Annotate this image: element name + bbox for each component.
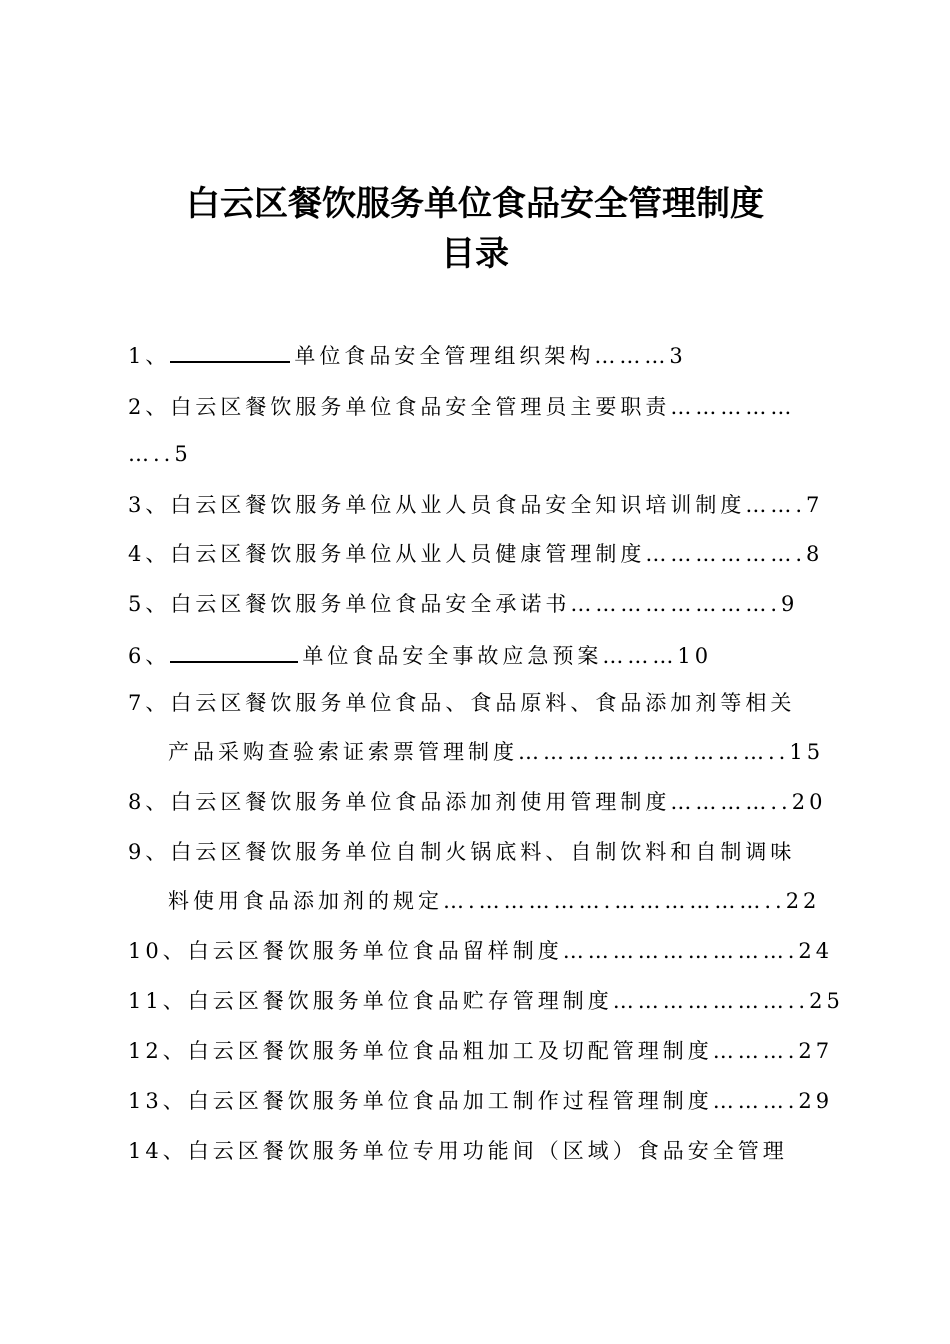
toc-entry-number: 10、 bbox=[128, 939, 188, 963]
toc-entry-number: 14、 bbox=[128, 1139, 188, 1163]
toc-entry-text: …..5 bbox=[128, 442, 192, 466]
toc-entry-text: 白云区餐饮服务单位食品安全承诺书…………………….9 bbox=[170, 592, 799, 616]
toc-entry-text: 白云区餐饮服务单位食品粗加工及切配管理制度……….27 bbox=[187, 1039, 834, 1063]
toc-entry-8 bbox=[128, 787, 826, 817]
toc-entry-text: 白云区餐饮服务单位食品添加剂使用管理制度…………..20 bbox=[170, 790, 827, 814]
toc-entry-text: 料使用食品添加剂的规定….…………….………………..22 bbox=[168, 889, 821, 913]
toc-entry-1 bbox=[128, 339, 687, 371]
toc-entry-number: 3、 bbox=[128, 493, 171, 517]
toc-entry-number: 1、 bbox=[128, 344, 171, 368]
toc-entry-10 bbox=[128, 936, 833, 966]
toc-entry-number: 4、 bbox=[128, 542, 171, 566]
toc-entry-3 bbox=[128, 490, 823, 520]
toc-entry-4 bbox=[128, 539, 823, 569]
toc-entry-text: 白云区餐饮服务单位自制火锅底料、自制饮料和自制调味 bbox=[170, 840, 796, 864]
toc-entry-number: 2、 bbox=[128, 395, 171, 419]
fill-in-blank bbox=[170, 639, 298, 663]
toc-entry-text: 白云区餐饮服务单位专用功能间（区域）食品安全管理 bbox=[187, 1139, 788, 1163]
toc-entry-text: 白云区餐饮服务单位从业人员健康管理制度……………….8 bbox=[170, 542, 824, 566]
toc-entry-2 bbox=[128, 392, 795, 422]
toc-entry-number: 9、 bbox=[128, 840, 171, 864]
document-subtitle: 目录 bbox=[441, 234, 509, 274]
toc-entry-number: 11、 bbox=[128, 989, 188, 1013]
toc-entry-9-continued bbox=[168, 886, 820, 916]
toc-entry-9 bbox=[128, 837, 795, 867]
toc-entry-text: 白云区餐饮服务单位食品加工制作过程管理制度……….29 bbox=[187, 1089, 834, 1113]
toc-entry-2-continued bbox=[128, 439, 192, 469]
toc-entry-5 bbox=[128, 589, 798, 619]
toc-entry-text: 白云区餐饮服务单位食品、食品原料、食品添加剂等相关 bbox=[170, 691, 796, 715]
toc-entry-number: 13、 bbox=[128, 1089, 188, 1113]
fill-in-blank bbox=[170, 339, 290, 363]
toc-entry-text: 白云区餐饮服务单位食品安全管理员主要职责…………… bbox=[170, 395, 796, 419]
toc-entry-number: 12、 bbox=[128, 1039, 188, 1063]
toc-entry-6 bbox=[128, 639, 712, 671]
toc-entry-text: 白云区餐饮服务单位从业人员食品安全知识培训制度…….7 bbox=[170, 493, 824, 517]
toc-entry-number: 5、 bbox=[128, 592, 171, 616]
toc-entry-13 bbox=[128, 1086, 833, 1116]
toc-entry-number: 8、 bbox=[128, 790, 171, 814]
toc-entry-7-continued bbox=[168, 737, 824, 767]
toc-entry-number: 6、 bbox=[128, 644, 171, 668]
toc-entry-text: 产品采购查验索证索票管理制度…………………………..15 bbox=[168, 740, 825, 764]
document-title: 白云区餐饮服务单位食品安全管理制度 bbox=[186, 184, 764, 224]
toc-entry-text: 单位食品安全事故应急预案………10 bbox=[302, 644, 713, 668]
toc-entry-7 bbox=[128, 688, 795, 718]
toc-entry-text: 白云区餐饮服务单位食品留样制度……………………….24 bbox=[187, 939, 834, 963]
toc-entry-number: 7、 bbox=[128, 691, 171, 715]
toc-entry-14 bbox=[128, 1136, 788, 1166]
toc-entry-text: 白云区餐饮服务单位食品贮存管理制度…………………..25 bbox=[187, 989, 844, 1013]
toc-entry-11 bbox=[128, 986, 844, 1016]
toc-entry-12 bbox=[128, 1036, 833, 1066]
toc-entry-text: 单位食品安全管理组织架构………3 bbox=[294, 344, 687, 368]
